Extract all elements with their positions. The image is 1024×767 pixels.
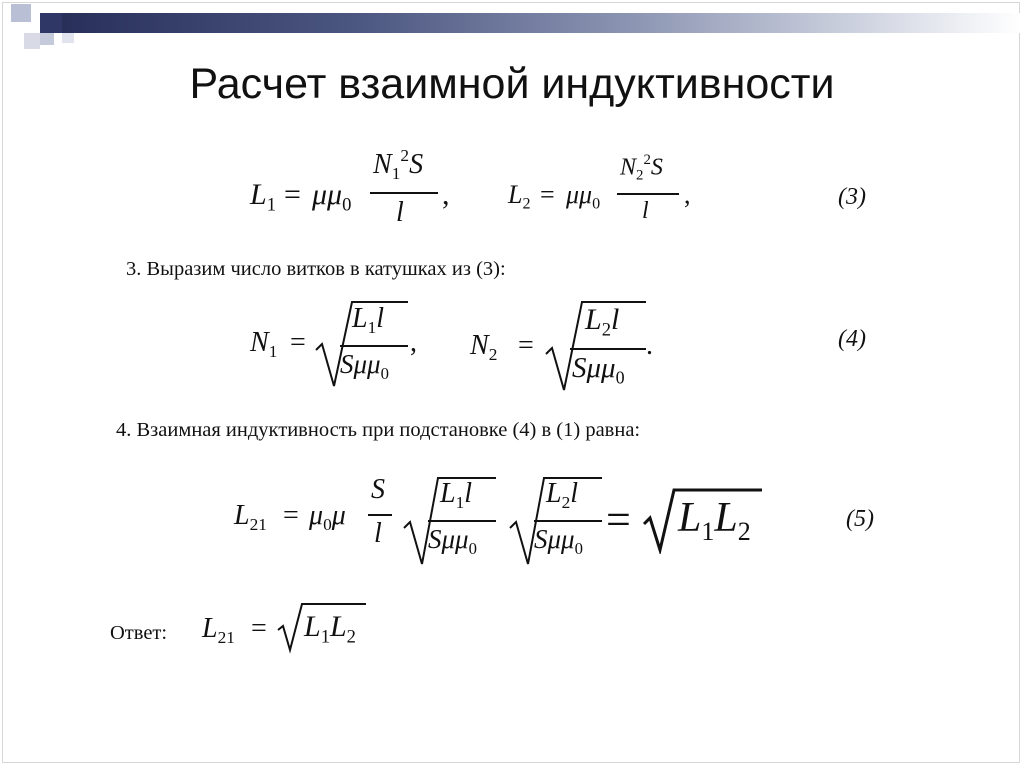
eq5-radical-2-numerator: $L_2l$	[546, 478, 579, 513]
eq5-radical-1-bar	[428, 520, 496, 522]
eq3-L1-coefficient: $\mu\mu_0$	[312, 178, 352, 216]
eq5-lhs: $L_{21}$	[234, 500, 267, 535]
eq4-N1-fraction-bar	[340, 345, 408, 347]
eq4-N2-denominator: Sμμ$_0$	[572, 352, 625, 388]
equation-number-4: (4)	[838, 326, 866, 352]
eq5-fraction-bar	[368, 514, 392, 516]
decor-square-light	[62, 33, 74, 43]
eq5-radical-2-denominator: Sμμ$_0$	[534, 524, 583, 558]
eq3-comma-1: ,	[442, 178, 450, 211]
eq4-N1-denominator: Sμμ$_0$	[340, 349, 389, 383]
eq5-coefficient: $\mu_0\mu$	[309, 500, 346, 535]
equation-number-3: (3)	[838, 184, 866, 210]
eq4-N2-lhs: $N_2$	[470, 330, 498, 365]
eq3-comma-2: ,	[684, 180, 691, 209]
eq3-L1-fraction-bar	[370, 192, 438, 194]
answer-label: Ответ:	[110, 622, 168, 644]
step-3-text: 3. Выразим число витков в катушках из (3):	[126, 258, 506, 280]
eq3-L1-denominator: l	[396, 197, 404, 228]
answer-lhs: $L_{21}$	[202, 613, 235, 648]
eq3-L2-denominator: l	[642, 198, 649, 224]
eq5-radical-1-denominator: Sμμ$_0$	[428, 524, 477, 558]
equation-number-5: (5)	[846, 506, 874, 532]
answer-equals: =	[251, 613, 267, 644]
decor-square-light	[24, 33, 40, 49]
eq3-equals-1: =	[284, 178, 301, 211]
eq5-fraction-denominator: l	[374, 518, 382, 549]
eq4-N2-numerator: $L_2l$	[585, 303, 620, 341]
eq4-comma: ,	[410, 327, 417, 358]
decor-square-light	[40, 33, 54, 45]
eq4-equals-1: =	[290, 327, 306, 358]
step-4-text: 4. Взаимная индуктивность при подстановке (4) в (1) равна:	[116, 419, 641, 441]
eq3-L2-coefficient: $\mu\mu_0$	[566, 180, 601, 213]
slide-frame	[2, 2, 1020, 763]
eq5-equals-2: =	[606, 495, 631, 544]
eq3-equals-2: =	[540, 180, 555, 209]
answer-result: $L_1L_2$	[304, 610, 356, 648]
eq5-fraction-numerator: S	[371, 474, 385, 505]
eq5-equals-1: =	[283, 500, 299, 531]
eq3-L2-numerator: $N_2^2S$	[620, 152, 663, 184]
eq3-L1-numerator: $N_1^2S$	[373, 146, 424, 184]
eq4-equals-2: =	[518, 330, 534, 361]
eq3-L2-lhs: $L_2$	[508, 180, 531, 213]
decor-square-light	[11, 4, 31, 22]
eq3-L1-lhs: $L_1$	[250, 178, 276, 216]
eq4-N2-fraction-bar	[570, 348, 646, 350]
eq5-result: $L_1L_2$	[678, 495, 751, 547]
eq3-L2-fraction-bar	[617, 193, 679, 195]
header-gradient-bar	[62, 13, 1020, 33]
eq5-radical-2-bar	[534, 520, 602, 522]
decor-square-dark	[40, 13, 62, 33]
eq4-N1-numerator: $L_1l$	[352, 303, 385, 338]
eq5-radical-1-numerator: $L_1l$	[440, 478, 473, 513]
eq4-N1-lhs: $N_1$	[250, 327, 278, 362]
slide-title: Расчет взаимной индуктивности	[189, 60, 835, 108]
eq4-period: .	[646, 330, 653, 361]
